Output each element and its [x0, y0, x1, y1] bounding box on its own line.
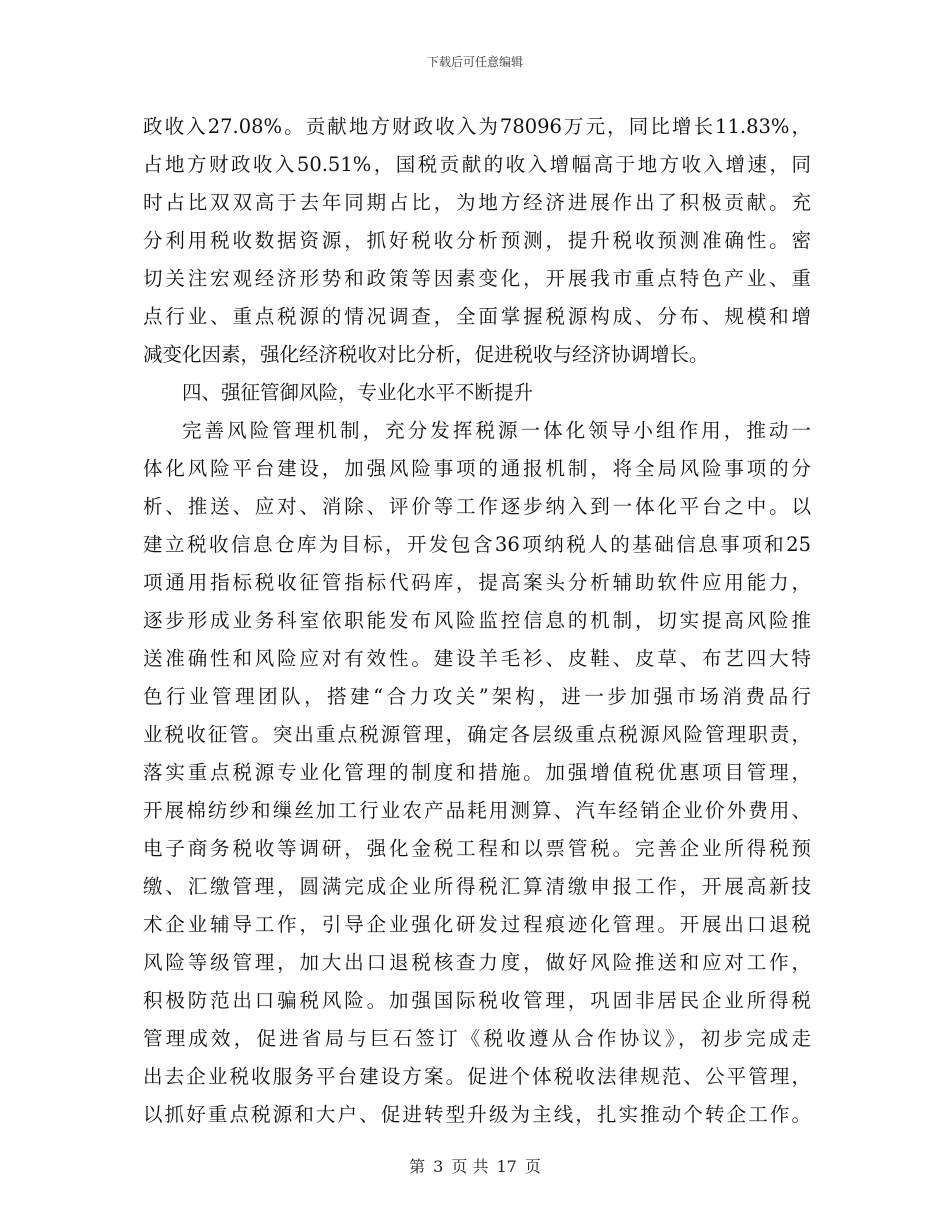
body-line: 切关注宏观经济形势和政策等因素变化，开展我市重点特色产业、重 — [143, 267, 811, 290]
body-line: 完善风险管理机制，充分发挥税源一体化领导小组作用，推动一 — [182, 419, 811, 442]
body-line: 以抓好重点税源和大户、促进转型升级为主线，扎实推动个转企工作。 — [143, 1103, 811, 1126]
section-heading: 四、强征管御风险，专业化水平不断提升 — [182, 381, 534, 404]
page-header: 下载后可任意编辑 — [426, 55, 523, 69]
body-line: 出去企业税收服务平台建设方案。促进个体税收法律规范、公平管理， — [143, 1065, 811, 1088]
body-line: 体化风险平台建设，加强风险事项的通报机制，将全局风险事项的分 — [143, 457, 811, 480]
body-line: 分利用税收数据资源，抓好税收分析预测，提升税收预测准确性。密 — [143, 229, 811, 252]
page-number: 3 — [433, 1157, 444, 1176]
body-line: 析、推送、应对、消除、评价等工作逐步纳入到一体化平台之中。以 — [143, 495, 811, 518]
body-line: 开展棉纺纱和缫丝加工行业农产品耗用测算、汽车经销企业价外费用、 — [143, 799, 811, 822]
page-footer — [0, 1154, 950, 1177]
body-line: 项通用指标税收征管指标代码库，提高案头分析辅助软件应用能力， — [143, 571, 811, 594]
body-line: 建立税收信息仓库为目标，开发包含36项纳税人的基础信息事项和25 — [143, 533, 811, 556]
body-line: 术企业辅导工作，引导企业强化研发过程痕迹化管理。开展出口退税 — [143, 913, 811, 936]
body-line: 减变化因素，强化经济税收对比分析，促进税收与经济协调增长。 — [143, 343, 709, 366]
body-line: 色行业管理团队，搭建“合力攻关”架构，进一步加强市场消费品行 — [143, 685, 811, 708]
body-line: 风险等级管理，加大出口退税核查力度，做好风险推送和应对工作， — [143, 951, 811, 974]
body-line: 业税收征管。突出重点税源管理，确定各层级重点税源风险管理职责， — [143, 723, 811, 746]
body-line: 管理成效，促进省局与巨石签订《税收遵从合作协议》，初步完成走 — [143, 1027, 811, 1050]
page-prefix: 第 — [409, 1157, 426, 1176]
body-line: 落实重点税源专业化管理的制度和措施。加强增值税优惠项目管理， — [143, 761, 811, 784]
body-line: 政收入27.08%。贡献地方财政收入为78096万元，同比增长11.83%， — [143, 115, 811, 138]
body-line: 送准确性和风险应对有效性。建设羊毛衫、皮鞋、皮草、布艺四大特 — [143, 647, 811, 670]
page-total: 17 — [496, 1157, 517, 1176]
body-line: 占地方财政收入50.51%，国税贡献的收入增幅高于地方收入增速，同 — [143, 153, 811, 176]
body-line: 缴、汇缴管理，圆满完成企业所得税汇算清缴申报工作，开展高新技 — [143, 875, 811, 898]
page-suffix: 页 — [524, 1157, 541, 1176]
body-line: 时占比双双高于去年同期占比，为地方经济进展作出了积极贡献。充 — [143, 191, 811, 214]
page-mid: 页 共 — [451, 1157, 489, 1176]
body-line: 逐步形成业务科室依职能发布风险监控信息的机制，切实提高风险推 — [143, 609, 811, 632]
document-body — [143, 108, 811, 1134]
body-line: 积极防范出口骗税风险。加强国际税收管理，巩固非居民企业所得税 — [143, 989, 811, 1012]
body-line: 点行业、重点税源的情况调查，全面掌握税源构成、分布、规模和增 — [143, 305, 811, 328]
body-line: 电子商务税收等调研，强化金税工程和以票管税。完善企业所得税预 — [143, 837, 811, 860]
